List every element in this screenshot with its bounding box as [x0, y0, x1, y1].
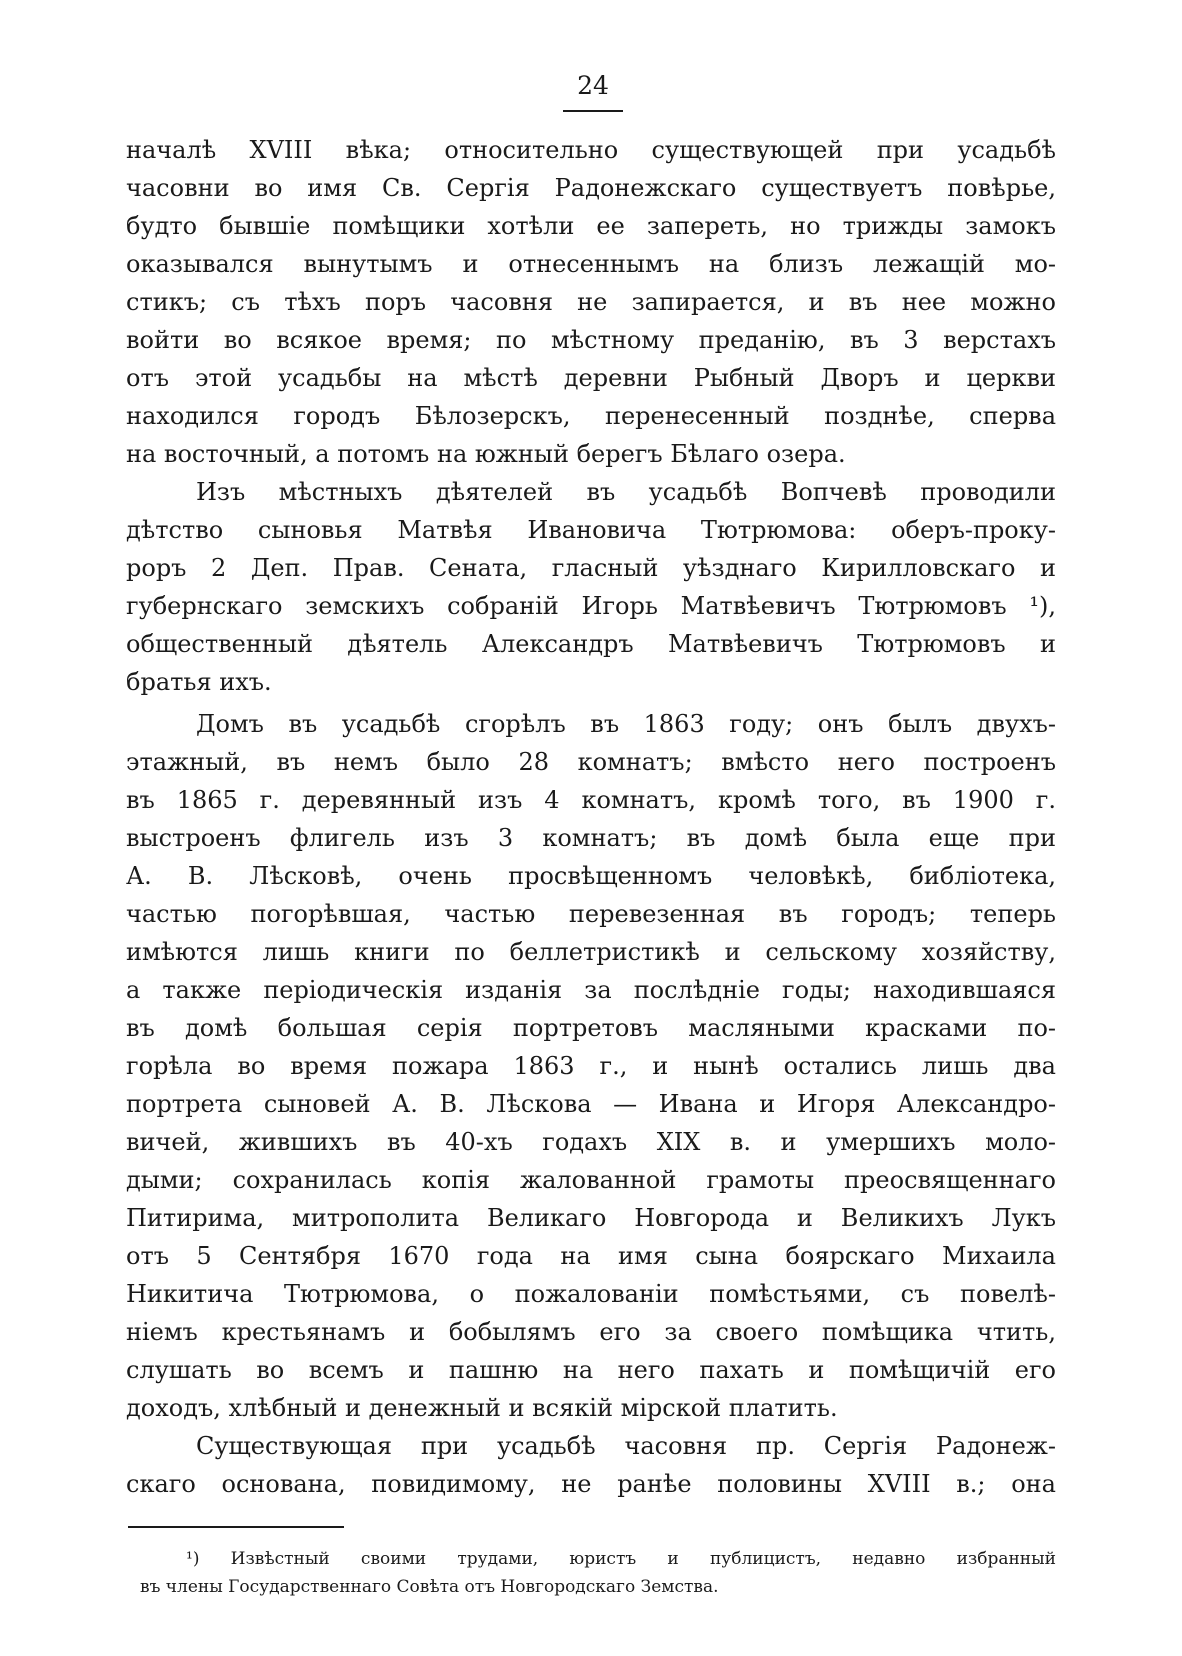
- text-line: отъ этой усадьбы на мѣстѣ деревни Рыбный Дворъ и церкви: [126, 364, 1056, 392]
- text-line: доходъ, хлѣбный и денежный и всякій мірской платить.: [126, 1394, 838, 1422]
- text-line: портрета сыновей А. В. Лѣскова — Ивана и Игоря Александро-: [126, 1090, 1056, 1118]
- text-line: находился городъ Бѣлозерскъ, перенесенный позднѣе, сперва: [126, 402, 1056, 430]
- text-line: частью погорѣвшая, частью перевезенная въ городъ; теперь: [126, 900, 1056, 928]
- page-number: 24: [577, 71, 609, 100]
- footnote-line: въ члены Государственнаго Совѣта отъ Новгородскаго Земства.: [140, 1577, 719, 1597]
- text-line: Питирима, митрополита Великаго Новгорода и Великихъ Лукъ: [126, 1204, 1056, 1232]
- text-line: на восточный, а потомъ на южный берегъ Бѣлаго озера.: [126, 440, 846, 468]
- text-line: скаго основана, повидимому, не ранѣе половины XVIII в.; она: [126, 1470, 1056, 1498]
- text-line: Домъ въ усадьбѣ сгорѣлъ въ 1863 году; онъ былъ двухъ-: [196, 710, 1056, 738]
- text-line: дѣтство сыновья Матвѣя Ивановича Тютрюмова: оберъ-проку-: [126, 516, 1056, 544]
- text-line: войти во всякое время; по мѣстному преданію, въ 3 верстахъ: [126, 326, 1056, 354]
- text-line: А. В. Лѣсковѣ, очень просвѣщенномъ человѣкѣ, библіотека,: [126, 862, 1056, 890]
- text-line: дыми; сохранилась копія жалованной грамоты преосвященнаго: [126, 1166, 1056, 1194]
- text-line: этажный, въ немъ было 28 комнатъ; вмѣсто него построенъ: [126, 748, 1056, 776]
- text-line: слушать во всемъ и пашню на него пахать и помѣщичій его: [126, 1356, 1056, 1384]
- text-line: оказывался вынутымъ и отнесеннымъ на близъ лежащій мо-: [126, 250, 1056, 278]
- text-line: началѣ XVIII вѣка; относительно существующей при усадьбѣ: [126, 136, 1056, 164]
- text-line: въ домѣ большая серія портретовъ масляными красками по-: [126, 1014, 1056, 1042]
- text-line: Никитича Тютрюмова, о пожалованіи помѣстьями, съ повелѣ-: [126, 1280, 1056, 1308]
- text-line: стикъ; съ тѣхъ поръ часовня не запирается, и въ нее можно: [126, 288, 1056, 316]
- text-line: имѣются лишь книги по беллетристикѣ и сельскому хозяйству,: [126, 938, 1056, 966]
- text-line: вичей, жившихъ въ 40-хъ годахъ XIX в. и умершихъ моло-: [126, 1128, 1056, 1156]
- text-line: Изъ мѣстныхъ дѣятелей въ усадьбѣ Вопчевѣ проводили: [196, 478, 1056, 506]
- text-line: часовни во имя Св. Сергія Радонежскаго существуетъ повѣрье,: [126, 174, 1056, 202]
- text-line: братья ихъ.: [126, 668, 272, 696]
- text-line: горѣла во время пожара 1863 г., и нынѣ остались лишь два: [126, 1052, 1056, 1080]
- text-line: роръ 2 Деп. Прав. Сената, гласный уѣзднаго Кирилловскаго и: [126, 554, 1056, 582]
- text-line: будто бывшіе помѣщики хотѣли ее запереть, но трижды замокъ: [126, 212, 1056, 240]
- text-line: общественный дѣятель Александръ Матвѣевичъ Тютрюмовъ и: [126, 630, 1056, 658]
- footnote-line: ¹) Извѣстный своими трудами, юристъ и публицистъ, недавно избранный: [186, 1549, 1056, 1569]
- text-line: а также періодическія изданія за послѣдніе годы; находившаяся: [126, 976, 1056, 1004]
- page-number-rule: [563, 110, 623, 112]
- footnote-rule: [128, 1526, 344, 1528]
- text-line: выстроенъ флигель изъ 3 комнатъ; въ домѣ была еще при: [126, 824, 1056, 852]
- text-line: губернскаго земскихъ собраній Игорь Матвѣевичъ Тютрюмовъ ¹),: [126, 592, 1056, 620]
- text-line: въ 1865 г. деревянный изъ 4 комнатъ, кромѣ того, въ 1900 г.: [126, 786, 1056, 814]
- text-line: отъ 5 Сентября 1670 года на имя сына боярскаго Михаила: [126, 1242, 1056, 1270]
- text-line: Существующая при усадьбѣ часовня пр. Сергія Радонеж-: [196, 1432, 1056, 1460]
- text-line: ніемъ крестьянамъ и бобылямъ его за своего помѣщика чтить,: [126, 1318, 1056, 1346]
